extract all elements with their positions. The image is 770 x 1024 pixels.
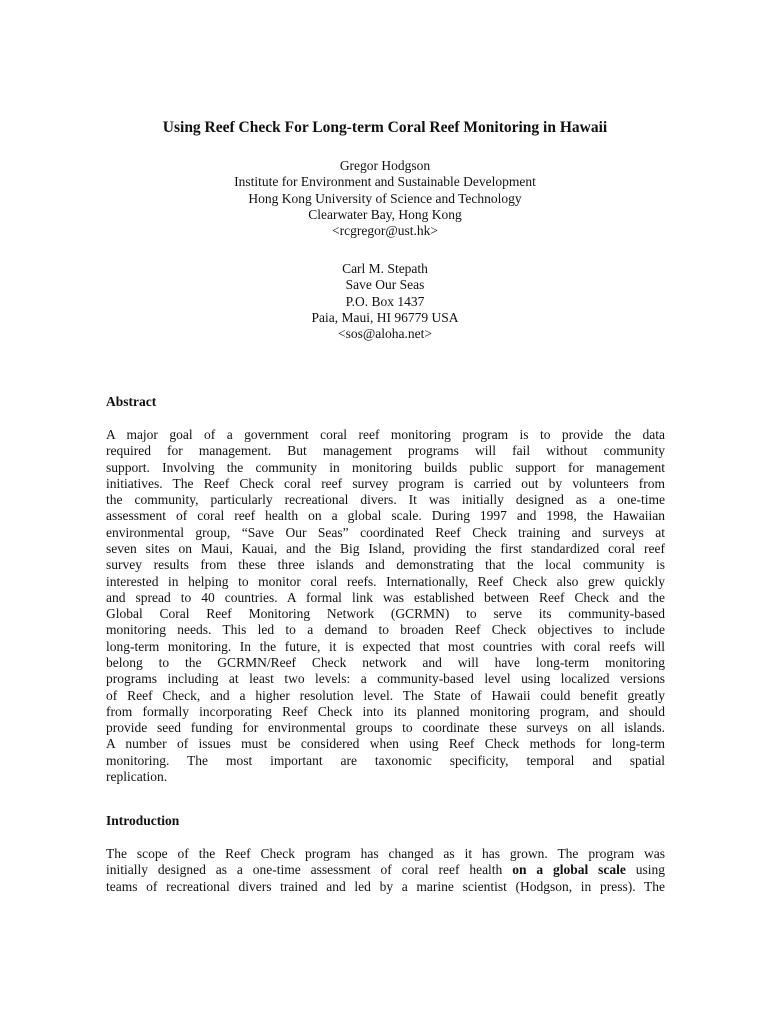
paragraph-line: monitoring. The most important are taxonomic specificity, temporal and spatial [106,752,665,768]
author-location: Clearwater Bay, Hong Kong [308,206,462,222]
paragraph-line: teams of recreational divers trained and led by a marine scientist (Hodgson, in press). The [106,878,665,894]
paragraph-line: survey results from these three islands and demonstrating that the local community is [106,557,665,573]
paragraph-line: from formally incorporating Reef Check into its planned monitoring program, and should [106,703,665,719]
author-location: Paia, Maui, HI 96779 USA [311,309,459,325]
line-text: initially designed as a one-time assessment of coral reef health [106,862,513,878]
author-name: Carl M. Stepath [342,261,428,276]
paragraph-line: belong to the GCRMN/Reef Check network and will have long-term monitoring [106,654,665,670]
line-text: using [625,862,665,878]
paragraph-line: monitoring needs. This led to a demand to broaden Reef Check objectives to include [106,622,665,638]
author-block-1 [0,158,770,239]
paragraph-line: programs including at least two levels: a community-based level using localized versions [106,671,665,687]
author-block-2 [0,261,770,342]
paragraph-line: of Reef Check, and a higher resolution level. The State of Hawaii could benefit greatly [106,687,665,703]
bold-phrase: on a global scale [512,862,626,878]
paragraph-line: replication. [106,768,168,784]
author-institute: Institute for Environment and Sustainable Development [234,174,536,190]
paragraph-line: Global Coral Reef Monitoring Network (GCRMN) to serve its community-based [106,606,665,622]
paragraph-line: support. Involving the community in monitoring builds public support for management [106,459,665,475]
introduction-heading: Introduction [106,813,180,828]
paragraph-line: A number of issues must be considered when using Reef Check methods for long-term [106,736,665,752]
paragraph-line: seven sites on Maui, Kauai, and the Big Island, providing the first standardized coral reef [106,540,665,556]
author-university: Hong Kong University of Science and Technology [248,190,522,206]
author-name: Gregor Hodgson [339,158,431,173]
paragraph-line: the community, particularly recreational divers. It was initially designed as a one-time [106,492,665,508]
paragraph-line: A major goal of a government coral reef monitoring program is to provide the data [106,427,665,442]
paragraph-line: required for management. But management programs will fail without community [106,443,665,459]
abstract-paragraph [106,427,665,785]
paragraph-line: initiatives. The Reef Check coral reef survey program is carried out by volunteers from [106,475,665,491]
paragraph-line: long-term monitoring. In the future, it is expected that most countries with coral reefs will [106,638,665,654]
paragraph-line: assessment of coral reef health on a global scale. During 1997 and 1998, the Hawaiian [106,508,665,524]
paragraph-line: The scope of the Reef Check program has changed as it has grown. The program was [106,846,665,861]
paragraph-line [106,862,665,878]
author-email: <sos@aloha.net> [337,326,433,342]
author-pobox: P.O. Box 1437 [345,293,425,309]
paper-title: Using Reef Check For Long-term Coral Reef Monitoring in Hawaii [162,119,608,136]
paragraph-line: and spread to 40 countries. A formal link was established between Reef Check and the [106,589,665,605]
author-email: <rcgregor@ust.hk> [331,223,438,239]
introduction-paragraph [106,846,665,895]
author-org: Save Our Seas [345,277,425,293]
paragraph-line: provide seed funding for environmental groups to coordinate these surveys on all islands. [106,720,665,736]
paragraph-line: interested in helping to monitor coral reefs. Internationally, Reef Check also grew quickly [106,573,665,589]
paragraph-line: environmental group, “Save Our Seas” coordinated Reef Check training and surveys at [106,524,665,540]
abstract-heading: Abstract [106,394,157,409]
